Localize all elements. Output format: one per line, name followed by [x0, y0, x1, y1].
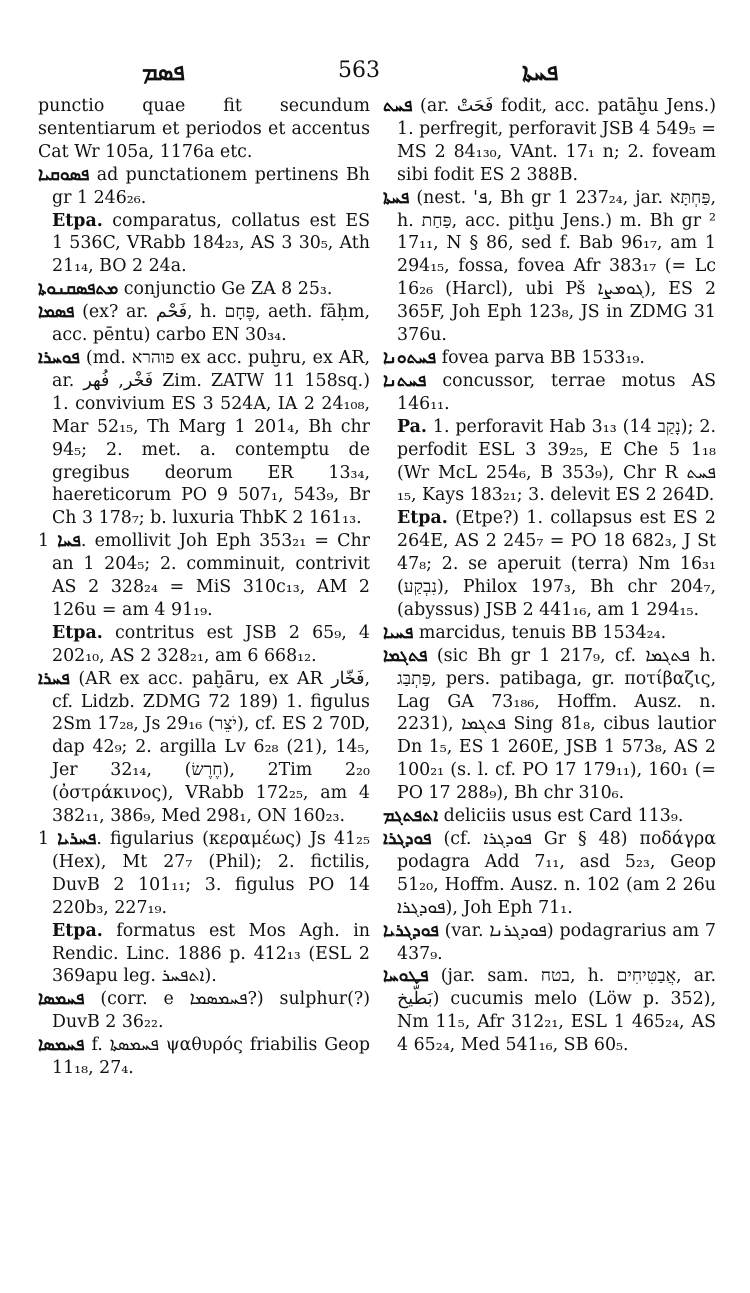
- entry-text: comparatus, collatus est ES 1 536C, VRabb 184₂₃, AS 3 30₅, Ath 21₁₄, BO 2 24a.: [52, 210, 370, 277]
- dictionary-entry: [38, 278, 370, 301]
- entry-text: deliciis usus est Card 113₉.: [438, 806, 684, 827]
- dictionary-entry: [38, 622, 370, 668]
- entry-headword: ܡܬܦܣܩܢܘܬܐ: [38, 279, 119, 300]
- dictionary-entry: [38, 301, 370, 347]
- entry-text: 1. figularius (κεραμέως) Js 41₂₅ (Hex), Mt 27₇ (Phil); 2. fictilis, DuvB 2 101₁₁; 3. figulus PO 14 220b₃, 227₁₉.: [38, 829, 370, 918]
- entry-text: (cf. ܦܘܕܓܪܐ Gr § 48) ποδάγρα podagra Add 7₁₁, asd 5₂₃, Geop 51₂₀, Hoffm. Ausz. n. 102 (am 2 26u ܦܘܕܓܪܐ), Joh Eph 71₁.: [397, 829, 716, 918]
- entry-headword: ܦܚܪܐ: [38, 668, 70, 689]
- entry-text: 1. perforavit Hab 3₁₃ (14 נָקַב); 2. perfodit ESL 3 39₂₅, E Che 5 1₁₈ (Wr McL 254₆, B 353₉), Chr R ܦܚܬ ₁₅, Kays 183₂₁; 3. delevit ES 2 264D.: [397, 416, 716, 506]
- dictionary-entry: [383, 95, 716, 187]
- dictionary-entry: [383, 805, 716, 828]
- entry-headword: ܦܚܡܣܐ: [38, 989, 85, 1010]
- entry-text: (md. פוהרא ex acc. puḫru, ex AR, ar. فَخْر, فُهر Zim. ZATW 11 158sq.) 1. convivium ES 3 524A, IA 2 24₁₀₈, Mar 52₁₅, Th Marg 1 201₄, Bh chr 94₅; 2. met. a. contemptu de gregibus deorum ER 13₃₄, haereticorum PO 9 507₁, 543₉, Br Ch 3 178₇; b. luxuria ThbK 2 161₁₃.: [52, 347, 370, 529]
- entry-text: marcidus, tenuis BB 1534₂₄.: [413, 622, 667, 643]
- entry-headword: Etpa.: [52, 920, 103, 941]
- dictionary-entry: [38, 164, 370, 210]
- running-head-left: ܦܣܡ: [142, 58, 185, 86]
- right-column: [383, 95, 716, 1057]
- entry-text: contritus est JSB 2 65₉, 4 202₁₀, AS 2 328₂₁, am 6 668₁₂.: [52, 622, 370, 666]
- dictionary-entry: [383, 645, 716, 805]
- dictionary-entry: [383, 187, 716, 347]
- entry-headword: ܦܘܕܓܪܝܐ: [383, 920, 439, 941]
- entry-headword: Etpa.: [397, 508, 448, 529]
- dictionary-entry: [383, 347, 716, 370]
- entry-headword: ܦܬܓܡܐ: [383, 645, 428, 666]
- dictionary-entry: [38, 988, 370, 1034]
- dictionary-entry: [383, 828, 716, 920]
- dictionary-entry: [38, 210, 370, 279]
- dictionary-entry: [383, 622, 716, 645]
- entry-text: (nest. 'ܦ, Bh gr 1 237₂₄, jar. פַּחְתָּא, h. פַּחַת, acc. pitḫu Jens.) m. Bh gr ² 17₁₁, N § 86, sed f. Bab 96₁₇, am 1 294₁₅, fossa, fovea Afr 383₁₇ (= Lc 16₂₆ (Harcl), ubi Pš ܓܘܡܨܐ), ES 2 365F, Joh Eph 123₈, JS in ZDMG 31 376u.: [397, 187, 717, 346]
- entry-text: (ar. فَحَتْ fodit, acc. patāḫu Jens.) 1. perfregit, perforavit JSB 4 549₅ = MS 2 84₁₃₀, VAnt. 17₁ n; 2. foveam sibi fodit ES 2 388B.: [397, 96, 716, 185]
- entry-text: ad punctationem pertinens Bh gr 1 246₂₆.: [52, 164, 370, 208]
- dictionary-entry: [383, 507, 716, 622]
- entry-headword: Pa.: [397, 416, 427, 437]
- entry-headword: ܦܚܬܢܐ: [383, 370, 427, 391]
- entry-headword: ܦܚܬܘܢܐ: [383, 347, 437, 368]
- dictionary-entry: [38, 530, 370, 622]
- entry-headword: ܦܚܬܐ: [383, 187, 410, 208]
- entry-headword: ܦܛܘܚܐ: [383, 966, 429, 987]
- entry-headword: ܦܘܚܪܐ: [38, 347, 80, 368]
- entry-headword: Etpa.: [52, 622, 103, 643]
- entry-text: (jar. sam. בטח, h. אֲבַטִּיחִים, ar. بَطّيخ) cucumis melo (Löw p. 352), Nm 11₅, Afr 312₂₁, ESL 1 465₂₄, AS 4 65₂₄, Med 541₁₆, SB 60₅.: [397, 966, 716, 1056]
- dictionary-entry: [383, 920, 716, 966]
- running-head-right: ܦܚܬܐ: [522, 58, 559, 86]
- entry-text: formatus est Mos Agh. in Rendic. Linc. 1886 p. 412₁₃ (ESL 2 369apu leg. ܐܬܦܚܪ).: [52, 920, 370, 987]
- entry-text: (var. ܦܘܕܓܪܢܐ) podagrarius am 7 437₉.: [397, 920, 716, 964]
- dictionary-entry: [383, 965, 716, 1057]
- entry-text: concussor, terrae motus AS 146₁₁.: [397, 370, 716, 414]
- entry-headword: ܦܚܝܐ: [383, 622, 414, 643]
- entry-text: (sic Bh gr 1 217₉, cf. ܦܬܓܡܐ h. פַּתְבַּג, pers. patibaga, gr. ποτίβαζις, Lag GA 73₁₈₆, Hoffm. Ausz. n. 2231), ܦܬܓܡܐ Sing 81₈, cibus lautior Dn 1₅, ES 1 260E, JSB 1 573₈, AS 2 100₂₁ (s. l. cf. PO 17 179₁₁), 160₁ (= PO 17 288₉), Bh chr 310₆.: [397, 645, 716, 804]
- dictionary-entry: [383, 370, 716, 416]
- entry-text: punctio quae fit secundum sententiarum et periodos et accentus Cat Wr 105a, 1176a etc.: [38, 96, 370, 162]
- entry-text: (ex? ar. فَحْم, h. פֶּחָם, aeth. fāḥm, acc. pēntu) carbo EN 30₃₄.: [52, 302, 371, 346]
- entry-text: fovea parva BB 1533₁₉.: [436, 347, 645, 368]
- entry-headword: ܦܣܘܩܝܐ: [38, 164, 90, 185]
- entry-headword: ܦܚܪܝܐ: [57, 829, 97, 849]
- dictionary-entry: [38, 95, 370, 164]
- page-header: [0, 58, 750, 88]
- dictionary-entry: [38, 668, 370, 828]
- entry-headword: ܦܣܡܐ: [38, 302, 75, 323]
- dictionary-entry: [383, 416, 716, 508]
- entry-headword: ܐܬܦܬܓܡ: [383, 806, 439, 827]
- page-number: 563: [338, 58, 380, 83]
- dictionary-entry: [38, 828, 370, 920]
- entry-text: (corr. e ܦܚܡܣܡܐ?) sulphur(?) DuvB 2 36₂₂.: [52, 989, 370, 1033]
- entry-text: (AR ex acc. paḫāru, ex AR فَخّار, cf. Lidzb. ZDMG 72 189) 1. figulus 2Sm 17₂₈, Js 29₁₆ (יֹצֵר), cf. ES 2 70D, dap 42₉; 2. argilla Lv 6₂₈ (21), 14₅, Jer 32₁₄, (חֶרֶשׂ), 2Tim 2₂₀ (ὀστράκινος), VRabb 172₂₅, am 4 382₁₁, 386₉, Med 298₁, ON 160₂₃.: [52, 668, 371, 827]
- dictionary-entry: [38, 347, 370, 530]
- entry-text: (Etpe?) 1. collapsus est ES 2 264E, AS 2 245₇ = PO 18 682₃, J St 47₈; 2. se aperuit (terra) Nm 16₃₁ (נִבְקַע), Philox 197₃, Bh chr 204₇, (abyssus) JSB 2 441₁₆, am 1 294₁₅.: [397, 508, 716, 620]
- entry-headword: ܦܚܡܣܐ: [38, 1035, 85, 1056]
- left-column: [38, 95, 370, 1080]
- entry-headword: ܦܚܬ: [383, 96, 413, 116]
- entry-text: f. ܦܚܡܣܬܐ ψαθυρός friabilis Geop 11₁₈, 27₄.: [52, 1035, 370, 1079]
- dictionary-entry: [38, 1034, 370, 1080]
- entry-headword: ܦܚܐ: [57, 531, 81, 552]
- entry-text: 1. emollivit Joh Eph 353₂₁ = Chr an 1 204₅; 2. comminuit, contrivit AS 2 328₂₄ = MiS 310c₁₃, AM 2 126u = am 4 91₁₉.: [38, 531, 370, 620]
- entry-text: conjunctio Ge ZA 8 25₃.: [118, 279, 333, 300]
- dictionary-entry: [38, 920, 370, 989]
- entry-headword: Etpa.: [52, 210, 103, 231]
- entry-headword: ܦܘܕܓܪܐ: [383, 829, 432, 849]
